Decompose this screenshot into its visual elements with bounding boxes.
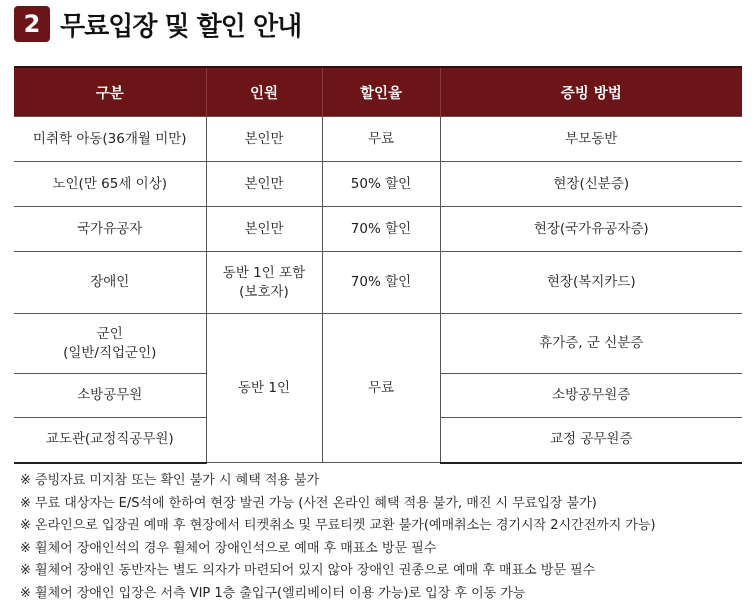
note-item: ※ 무료 대상자는 E/S석에 한하여 현장 발권 가능 (사전 온라인 혜택 적용 불가, 매진 시 무료입장 불가) xyxy=(20,495,597,511)
cell-category: 미취학 아동(36개월 미만) xyxy=(14,117,206,162)
cell-category: 교도관(교정직공무원) xyxy=(14,418,206,463)
cell-category xyxy=(14,314,206,374)
section-heading xyxy=(14,6,301,42)
cell-proof: 소방공무원증 xyxy=(440,374,742,418)
cell-rate: 70% 할인 xyxy=(322,252,440,314)
note-item: ※ 휠체어 장애인 동반자는 별도 의자가 마련되어 있지 않아 장애인 권종으로 예매 후 매표소 방문 필수 xyxy=(20,563,596,579)
column-header-proof: 증빙 방법 xyxy=(440,67,742,117)
cell-category-line: (일반/직업군인) xyxy=(63,344,157,361)
cell-category-line: 군인 xyxy=(96,325,123,342)
cell-proof: 휴가증, 군 신분증 xyxy=(440,314,742,374)
cell-proof: 현장(복지카드) xyxy=(440,252,742,314)
cell-category: 노인(만 65세 이상) xyxy=(14,162,206,207)
cell-persons-line: 동반 1인 포함 xyxy=(222,264,306,281)
column-header-rate: 할인율 xyxy=(322,67,440,117)
cell-proof: 교정 공무원증 xyxy=(440,418,742,463)
cell-proof: 현장(국가유공자증) xyxy=(440,207,742,252)
column-header-category: 구분 xyxy=(14,67,206,117)
cell-persons: 본인만 xyxy=(206,117,322,162)
cell-proof: 현장(신분증) xyxy=(440,162,742,207)
section-number-badge: 2 xyxy=(14,6,50,42)
cell-category: 장애인 xyxy=(14,252,206,314)
table-row xyxy=(14,117,742,162)
table-row xyxy=(14,252,742,314)
discount-table xyxy=(14,66,742,464)
table-header-row xyxy=(14,67,742,117)
cell-rate: 50% 할인 xyxy=(322,162,440,207)
note-item: ※ 증빙자료 미지참 또는 확인 불가 시 혜택 적용 불가 xyxy=(20,473,320,488)
page-title: 무료입장 및 할인 안내 xyxy=(60,11,302,42)
cell-persons-merged: 동반 1인 xyxy=(206,314,322,463)
cell-category: 소방공무원 xyxy=(14,374,206,418)
table-row xyxy=(14,314,742,374)
note-item: ※ 온라인으로 입장권 예매 후 현장에서 티켓취소 및 무료티켓 교환 불가(예매취소는 경기시작 2시간전까지 가능) xyxy=(20,518,656,534)
cell-category: 국가유공자 xyxy=(14,207,206,252)
note-item: ※ 휠체어 장애인 입장은 서측 VIP 1층 출입구(엘리베이터 이용 가능)로 입장 후 이동 가능 xyxy=(20,585,526,601)
note-item: ※ 휠체어 장애인석의 경우 휠체어 장애인석으로 예매 후 매표소 방문 필수 xyxy=(20,540,437,556)
cell-persons xyxy=(206,252,322,314)
cell-rate: 무료 xyxy=(322,117,440,162)
cell-rate: 70% 할인 xyxy=(322,207,440,252)
table-row xyxy=(14,162,742,207)
notes-list xyxy=(20,470,656,606)
column-header-persons: 인원 xyxy=(206,67,322,117)
cell-persons: 본인만 xyxy=(206,162,322,207)
cell-proof: 부모동반 xyxy=(440,117,742,162)
cell-persons: 본인만 xyxy=(206,207,322,252)
cell-rate-merged: 무료 xyxy=(322,314,440,463)
cell-persons-line: (보호자) xyxy=(239,283,289,300)
table-row xyxy=(14,207,742,252)
